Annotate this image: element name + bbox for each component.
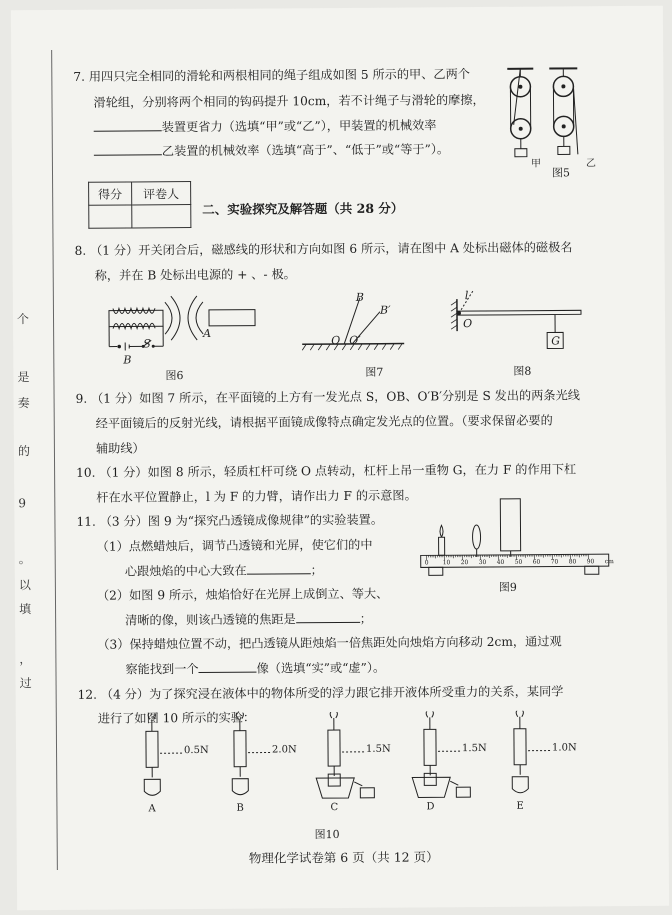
panel-label: E: [516, 800, 524, 812]
q7-line-3: 装置更省力（选填“甲”或“乙”），甲装置的机械效率: [94, 116, 437, 136]
ruler-tick-label: 60: [532, 558, 541, 566]
q11-line-4: （2）如图 9 所示，烛焰恰好在光屏上成倒立、等大、: [96, 586, 389, 603]
margin-fragment: 的: [17, 444, 31, 459]
q7-line-2: 滑轮组，分别将两个相同的钩码提升 10cm，若不计绳子与滑轮的摩擦，: [93, 92, 485, 110]
spring-scale-reading: 1.5N: [365, 743, 391, 755]
figure-10-panel: [306, 712, 397, 823]
figure-10-panel: [402, 711, 493, 822]
q11-line-6: （3）保持蜡烛位置不动，把凸透镜从距烛焰一倍焦距处向烛焰方向移动 2cm，通过观: [97, 634, 562, 652]
figure-10-panel: [492, 710, 583, 821]
figure-7-mirror: [298, 290, 408, 359]
panel-label: D: [426, 801, 435, 813]
figure-6-caption: 图6: [165, 369, 184, 383]
panel-label: B: [236, 802, 244, 814]
figure-8-label-g: G: [551, 334, 561, 348]
binding-margin-line: [51, 50, 58, 870]
score-header: 得分: [89, 182, 132, 205]
figure-7-label-b: B: [355, 290, 365, 304]
spring-scale-reading: 1.5N: [461, 742, 487, 755]
q12-line-1: 12. （4 分）为了探究浸在液体中的物体所受的浮力跟它排开液体所受重力的关系，某同学: [77, 684, 564, 702]
ruler-tick-label: 80: [568, 558, 577, 566]
figure-6-label-b: B: [123, 353, 132, 367]
ruler-tick-label: 70: [550, 558, 559, 566]
q11-blank-3[interactable]: [199, 660, 257, 673]
figure-9-optical-bench: [414, 494, 615, 581]
q11-line-1: 11. （3 分）图 9 为“探究凸透镜成像规律”的实验装置。: [76, 512, 384, 529]
figure-5-label-yi: 乙: [585, 158, 596, 170]
figure-10-panel: [212, 712, 303, 823]
q7-line-1: 7. 用四只完全相同的滑轮和两根相同的绳子组成如图 5 所示的甲、乙两个: [73, 67, 471, 84]
score-cell[interactable]: [89, 205, 132, 228]
q9-line-2: 经平面镜后的反射光线，请根据平面镜成像特点确定发光点的位置。（要求保留必要的: [95, 413, 553, 431]
spring-scale-reading: 2.0N: [271, 744, 297, 756]
q7-blank-2[interactable]: [94, 142, 162, 155]
figure-9-caption: 图9: [498, 580, 517, 594]
ruler-tick-label: 10: [442, 559, 451, 567]
ruler-tick-label: 50: [514, 558, 523, 566]
q8-line-2: 称，并在 B 处标出电源的 + 、- 极。: [94, 267, 296, 283]
margin-fragment: 填: [18, 602, 32, 617]
figure-8-label-o: O: [463, 317, 473, 331]
q11-line-5: 清晰的像，则该凸透镜的焦距是 ；: [125, 611, 372, 628]
q12-line-2: 进行了如图 10 所示的实验：: [97, 710, 256, 726]
margin-fragment: 是: [17, 370, 30, 385]
figure-5-pulleys: [499, 64, 590, 173]
grader-cell[interactable]: [132, 205, 191, 228]
ruler-tick-label: cm: [604, 558, 614, 566]
figure-7-caption: 图7: [365, 365, 384, 379]
q9-line-1: 9. （1 分）如图 7 所示，在平面镜的上方有一发光点 S，OB、O′B′分别是 S 发出的两条光线: [75, 388, 581, 406]
figure-10-caption: 图10: [314, 828, 340, 842]
margin-fragment: 奏: [17, 396, 30, 411]
margin-fragment: 过: [19, 676, 32, 691]
figure-8-caption: 图8: [513, 364, 532, 378]
grader-header: 评卷人: [132, 182, 191, 205]
q11-blank-1[interactable]: [247, 561, 311, 574]
margin-fragment: 以: [18, 578, 31, 593]
page-footer: 物理化学试卷第 6 页（共 12 页）: [248, 849, 439, 866]
figure-5-caption: 图5: [551, 166, 571, 180]
q8-line-1: 8. （1 分）开关闭合后，磁感线的形状和方向如图 6 所示，请在图中 A 处标出磁体的磁极名: [74, 240, 573, 258]
section-title: 二、实验探究及解答题（共 28 分）: [202, 200, 404, 217]
margin-fragment: 9: [18, 496, 26, 511]
panel-label: C: [330, 802, 339, 814]
figure-7-label-b-prime: B′: [379, 303, 391, 317]
figure-6-label-s: S: [143, 337, 151, 351]
exam-page: [11, 6, 669, 911]
q10-line-2: 杆在水平位置静止，l 为 F 的力臂，请作出力 F 的示意图。: [96, 488, 417, 505]
figure-8-label-l: l: [464, 289, 469, 303]
spring-scale-reading: 0.5N: [184, 744, 209, 757]
ruler-tick-label: 30: [478, 558, 487, 567]
margin-fragment: 个: [16, 312, 30, 327]
q10-line-1: 10. （1 分）如图 8 所示，轻质杠杆可绕 O 点转动，杠杆上吊一重物 G，在力 F 的作用下杠: [76, 462, 577, 480]
q9-line-3: 辅助线）: [95, 441, 145, 456]
ruler-tick-label: 40: [496, 558, 505, 566]
margin-fragment: 。: [18, 552, 31, 567]
q11-line-7: 察能找到一个 像（选填“实”或“虚”）。: [125, 660, 386, 677]
q7-blank-1[interactable]: [94, 118, 162, 131]
q11-blank-2[interactable]: [296, 610, 360, 623]
q11-line-3: 心跟烛焰的中心大致在 ；: [124, 563, 323, 579]
ruler-tick-label: 20: [460, 559, 469, 567]
figure-6-label-a: A: [203, 326, 212, 340]
margin-fragment: ，: [19, 652, 32, 667]
figure-5-label-jia: 甲: [530, 158, 541, 170]
panel-label: A: [148, 803, 156, 815]
figure-7-label-o-prime: O′: [349, 333, 361, 347]
spring-scale-reading: 1.0N: [551, 742, 577, 754]
q11-line-2: （1）点燃蜡烛后，调节凸透镜和光屏，使它们的中: [96, 537, 373, 554]
score-table: [88, 181, 191, 229]
figure-7-label-o: O: [331, 333, 341, 348]
ruler-tick-label: 90: [586, 558, 595, 566]
q7-line-4: 乙装置的机械效率（选填“高于”、“低于”或“等于”）。: [94, 140, 449, 160]
figure-10-panel: [124, 713, 215, 824]
ruler-tick-label: 0: [424, 559, 429, 567]
